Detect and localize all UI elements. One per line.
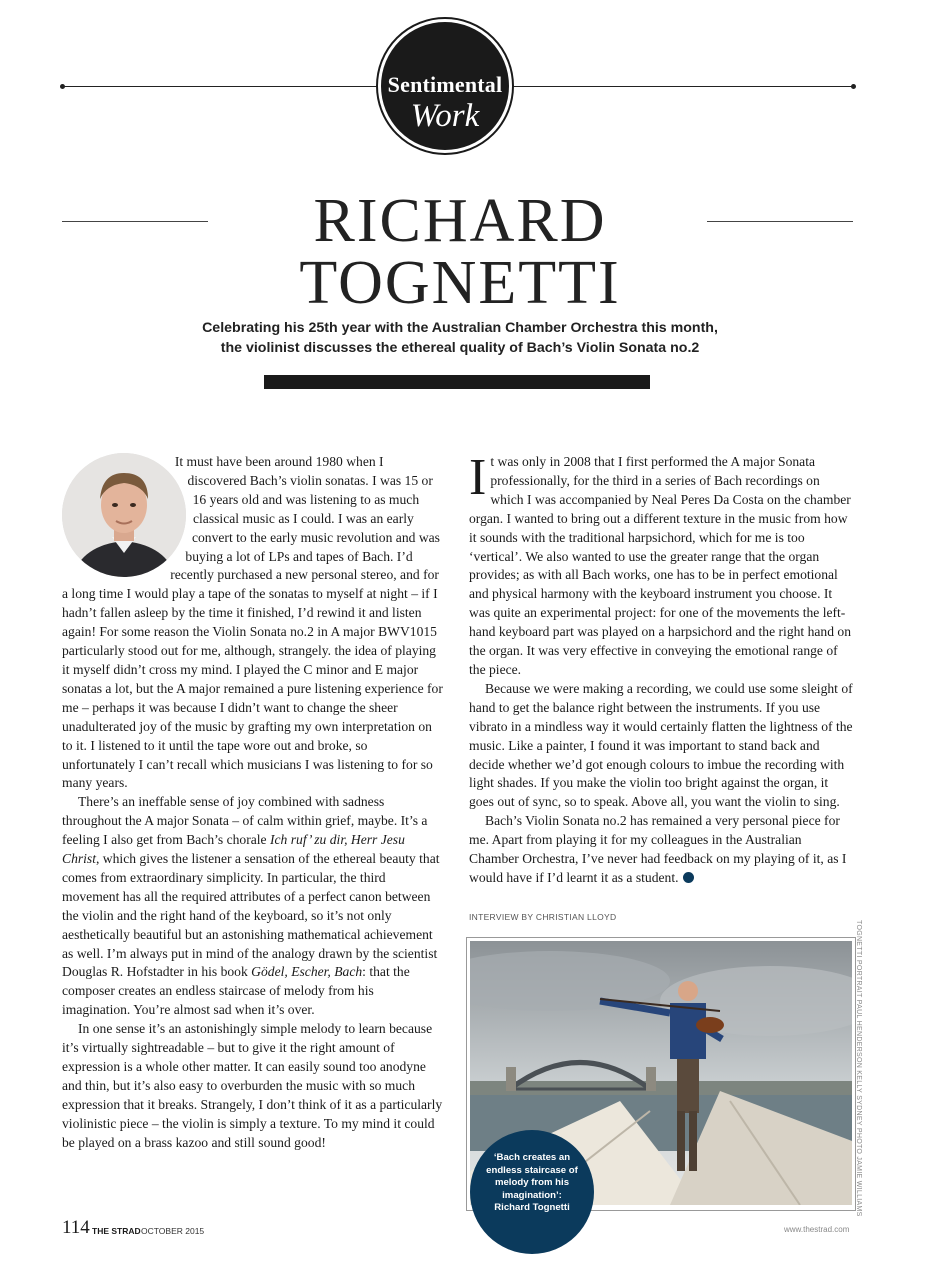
standfirst — [180, 318, 740, 358]
page-number: 114 — [62, 1217, 90, 1238]
left-paragraph-2c: : that the composer creates an endless staircase of melody from his imagination. You’re almost sad when it’s over. — [62, 964, 410, 1018]
right-paragraph-2: Because we were making a recording, we could use some sleight of hand to get the balance right between the instruments. If you use vibrato in a mindless way it would certainly flatten the lightness of the music. Like a painter, I found it was important to stand back and decide whether we’d got enough colours to imbue the recording with light shades. If you make the violin too bright against the organ, it goes out of sync, so to speak. Above all, you want the violin to sing. — [469, 680, 853, 810]
left-paragraph-2a: There’s an ineffable sense of joy combined with sadness throughout the A major Sonata – of calm within grief, maybe. It’s a feeling I also get from Bach’s chorale — [62, 794, 428, 848]
title-line-1: RICHARD — [313, 187, 607, 255]
website-url: www.thestrad.com — [784, 1225, 850, 1234]
title-line-2: TOGNETTI — [299, 249, 621, 317]
right-column — [469, 449, 853, 888]
left-paragraph-1: It must have been around 1980 when I discovered Bach’s violin sonatas. I was 15 or 16 years old and was listening to as much classical music as I could. I was an early convert to the early music revolution and was buying a lot of LPs and tapes of Bach. I’d recently purchased a new personal stereo, and for a long time I would play a tape of the sonatas to myself at night – if I hadn’t fallen asleep by the time it finished, I’d rewind it and listen again! For some reason the Violin Sonata no.2 in A major BWV1015 particularly stood out for me, although, strangely. the idea of playing it myself didn’t cross my mind. I played the C minor and E major sonatas a lot, but the A major remained a pure listening experience for me – perhaps it was because I didn’t want to change the sheer unadulterated joy of the music by grafting my own interpretation on to it. I listened to it until the tape wore out and broke, so unfortunately I can’t recall which musicians I was listening to for so many years. — [62, 454, 443, 791]
right-paragraph-1: t was only in 2008 that I first performed the A major Sonata professionally, for the third in a series of Bach recordings on which I was accompanied by Neal Peres Da Costa on the chamber organ. I wanted to bring out a different texture in the music from how it sounds with the traditional harpsichord, which for me is too ‘vertical’. We also wanted to use the greater range that the organ provides; as with all Bach works, one has to be in perfect emotional and physical harmony with the keyboard instrument you choose. It was quite an experimental project: for one of the movements the left-hand keyboard part was played on a harpsichord and the right hand on the organ. It was very effective in conveying the emotional range of the piece. — [469, 454, 852, 677]
photo-caption-badge — [470, 1130, 594, 1254]
end-mark-icon — [683, 872, 694, 883]
left-paragraph-3: In one sense it’s an astonishingly simple melody to learn because it’s virtually sightreadable – but to give it the right amount of expression is a whole other matter. It can easily sound too anodyne and thin, but it’s also easy to overburden the music with so much expression that it breaks. Strangely, I don’t think of it as a particularly violinistic piece – the violin is simply a texture. To my mind it could be played on a brass kazoo and still sound good! — [62, 1021, 443, 1150]
portrait-image — [62, 453, 186, 577]
standfirst-line-1: Celebrating his 25th year with the Australian Chamber Orchestra this month, — [202, 320, 718, 336]
title-rule-right — [707, 221, 853, 222]
chorale-title: Ich ruf’ zu dir, Herr Jesu Christ — [62, 832, 405, 867]
standfirst-line-2: the violinist discusses the ethereal quality of Bach’s Violin Sonata no.2 — [220, 340, 700, 356]
article-title — [240, 187, 680, 317]
drop-cap: I — [469, 449, 487, 506]
photo-credit-text: TOGNETTI PORTRAIT PAUL HENDERSON KELLY SYDNEY PHOTO JAMIE WILLIAMS — [855, 920, 862, 1217]
photo-caption: ‘Bach creates an endless staircase of melody from his imagination’: Richard Tognetti — [486, 1152, 578, 1213]
photo-credit — [852, 920, 866, 1217]
left-paragraph-2 — [62, 793, 444, 1020]
magazine-name: THE STRAD — [92, 1226, 141, 1236]
book-title: Gödel, Escher, Bach — [251, 964, 363, 980]
left-paragraph-2b: , which gives the listener a sensation of the ethereal beauty that comes from extraordinary simplicity. In particular, the third movement has all the required attributes of a perfect canon between the violin and the right hand of the keyboard, so it’s not only aesthetically beautiful but an astonishing mathematical achievement as well. I’m always put in mind of the analogy drawn by the scientist Douglas R. Hofstadter in his book — [62, 851, 440, 980]
title-rule-left — [62, 221, 208, 222]
badge-subtitle: Work — [410, 98, 480, 134]
section-badge — [381, 22, 509, 150]
interview-credit: INTERVIEW BY CHRISTIAN LLOYD — [469, 912, 617, 922]
right-paragraph-3-text: Bach’s Violin Sonata no.2 has remained a very personal piece for me. Apart from playing it for my colleagues in the Australian Chamber Orchestra, I’ve never had feedback on my playing of it, as I would have if I’d learnt it as a student. — [469, 813, 847, 885]
left-column — [62, 453, 444, 1153]
badge-title: Sentimental — [387, 72, 503, 97]
issue-date: OCTOBER 2015 — [141, 1226, 205, 1236]
right-paragraph-3 — [469, 812, 853, 888]
divider-bar — [264, 375, 650, 389]
